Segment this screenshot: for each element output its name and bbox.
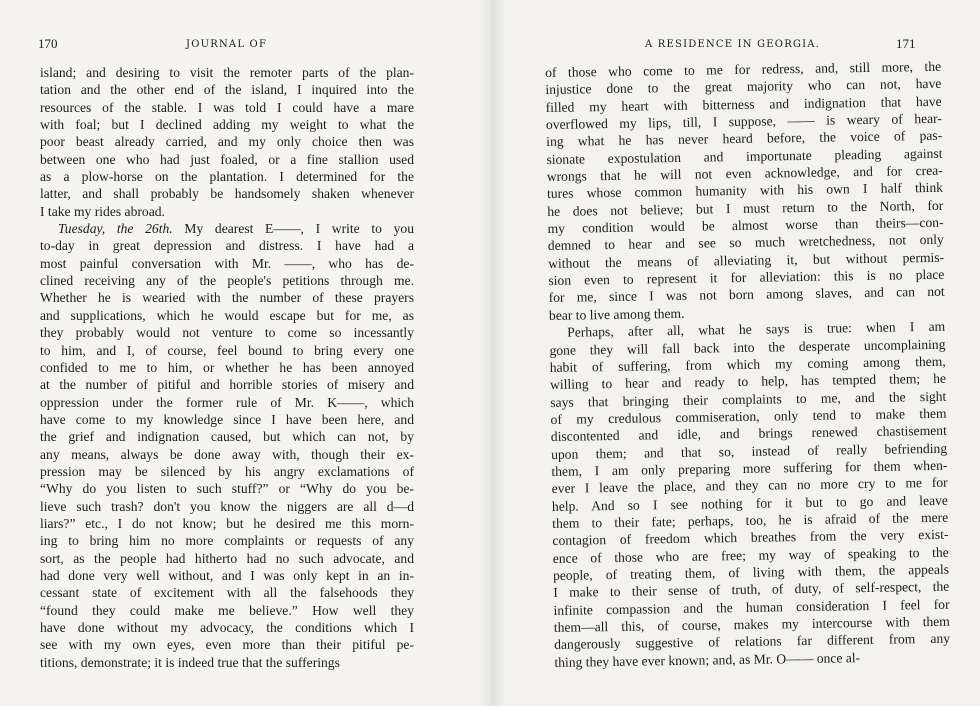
text-line: most painful conversation with Mr. ——, who has de- xyxy=(40,255,414,271)
text-line: as a plow-horse on the plantation. I determined for the xyxy=(40,169,414,185)
text-line: without the means of alleviating it, but without permis- xyxy=(548,249,945,271)
text-line: and supplications, which he would escape but for me, as xyxy=(40,307,414,323)
text-line: tation and the other end of the island, I inquired into the xyxy=(40,82,414,98)
text-line: titions, demonstrate; it is indeed true that the sufferings xyxy=(40,654,340,670)
text-line: Tuesday, the 26th. My dearest E——, I write to you xyxy=(58,221,414,237)
text-line: sion even to represent it for alleviation: this is no place xyxy=(548,266,945,289)
text-line: ence of those who are free; my way of speaking to the xyxy=(552,544,949,566)
text-line: my condition would be almost worse than theirs—con- xyxy=(547,214,944,237)
text-line: have come to my knowledge since I have been here, and xyxy=(40,411,414,427)
text-line: demned to hear and see so much wretchedness, not only xyxy=(547,232,944,254)
text-line: them to their fate; perhaps, too, he is afraid of the mere xyxy=(552,509,949,531)
text-line: tures whose common humanity with his own I half think xyxy=(546,180,944,202)
text-line: infinite compassion and the human consideration I feel for xyxy=(553,596,950,618)
text-line: resources of the stable. I was told I could have a mare xyxy=(40,99,414,115)
text-line: island; and desiring to visit the remoter parts of the plan- xyxy=(40,65,414,80)
text-line: help. And so I see nothing for it but to go and leave xyxy=(551,492,949,514)
text-line: for me, since I was not born among slaves, and can not xyxy=(548,284,945,306)
text-line: I take my rides abroad. xyxy=(40,203,165,219)
text-line: injustice done to the great majority who can not, have xyxy=(545,76,942,98)
text-line: see with my own eyes, even more than their pitiful pe- xyxy=(40,637,414,653)
right-running-head: A RESIDENCE IN GEORGIA. xyxy=(645,39,821,50)
text-line: clined receiving any of the people's petitions through me. xyxy=(40,273,414,289)
text-line: says that bringing their complaints to me, and the sight xyxy=(550,388,947,410)
text-line: to him, and I, of course, feel bound to bring every one xyxy=(40,342,414,358)
text-line: willing to hear and ready to help, has tempted them; he xyxy=(549,370,947,393)
text-line: Perhaps, after all, what he says is true: when I am xyxy=(567,318,946,340)
text-line: of my credulous commiseration, only tend to make them xyxy=(550,405,947,427)
page-gutter xyxy=(478,0,504,706)
text-line: I make to their sense of truth, of duty, of self-respect, the xyxy=(553,579,950,601)
text-line: overflowed my lips, till, I suppose, —— is weary of hear- xyxy=(545,110,943,133)
text-line: them, I am only preparing more suffering for them when- xyxy=(551,457,948,479)
text-line: latter, and shall probably be handsomely shaken whenever xyxy=(40,186,414,202)
text-line: had done very well without, and I was only kept in an in- xyxy=(40,567,414,583)
text-line: “found they could make me believe.” How well they xyxy=(40,602,414,618)
text-line: gone they will fall back into the desperate uncomplaining xyxy=(549,336,946,358)
right-page-number: 171 xyxy=(896,36,916,51)
text-line: with foal; but I declined adding my weight to what the xyxy=(40,117,414,133)
right-page xyxy=(490,0,980,706)
left-page-number: 170 xyxy=(38,36,58,51)
text-line: poor beast already carried, and my only choice then was xyxy=(40,134,414,150)
text-line: ing what he has never heard before, the voice of pas- xyxy=(546,128,943,150)
text-line: habit of suffering, from which my coming among them, xyxy=(549,353,946,375)
text-line: to-day in great depression and distress. I have had a xyxy=(40,238,414,254)
text-line: discontented and idle, and brings renewed chastisement xyxy=(550,422,947,445)
text-line: at the number of pitiful and horrible stories of misery and xyxy=(40,377,414,393)
text-line: any means, always be done away with, though their ex- xyxy=(40,446,414,462)
text-line: bear to live among them. xyxy=(548,305,685,323)
text-line: lieve such trash? don't you know the niggers are all d—d xyxy=(40,498,414,514)
text-line: people, of treating them, of living with them, the appeals xyxy=(552,561,950,583)
text-line: upon them; and that so, instead of really befriending xyxy=(551,440,948,462)
text-line: of those who come to me for redress, and, still more, the xyxy=(545,58,942,80)
text-line: the grief and indignation caused, but which can not, by xyxy=(40,429,414,445)
left-body-text xyxy=(40,64,414,671)
text-line: sort, as the people had hitherto had no such advocate, and xyxy=(40,550,414,566)
text-line: Whether he is wearied with the number of these prayers xyxy=(40,290,414,306)
text-line: liars?” etc., I do not know; but he desired me this morn- xyxy=(40,515,414,531)
text-line: have done without my advocacy, the conditions which I xyxy=(40,620,414,635)
text-line: they probably would not venture to come so incessantly xyxy=(40,325,414,341)
text-line: confided to me to him, or whether he has been annoyed xyxy=(40,359,414,375)
text-line: filled my heart with bitterness and indignation that have xyxy=(545,93,942,115)
text-line: oppression under the former rule of Mr. K——, which xyxy=(40,394,414,410)
text-line: dangerously suggestive of relations far different from any xyxy=(554,631,951,653)
text-line: contagion of freedom which breathes from the very exist- xyxy=(552,527,949,549)
text-line: them—all this, of course, makes my intercourse with them xyxy=(553,613,950,635)
right-body-text xyxy=(545,58,950,671)
text-line: he does not believe; but I must return to the North, for xyxy=(547,197,944,219)
text-line: ing to bring him no more complaints or requests of any xyxy=(40,533,414,549)
text-line: wrongs that he will not even acknowledge, and for crea- xyxy=(546,162,943,185)
text-line: between one who had just foaled, or a fine stallion used xyxy=(40,151,414,167)
text-line: thing they have ever known; and, as Mr. O—— once al- xyxy=(554,649,861,670)
text-line: ever I leave the place, and they can no more cry to me for xyxy=(551,474,948,497)
text-line: sionate expostulation and importunate pleading against xyxy=(546,145,943,167)
left-running-head: JOURNAL OF xyxy=(186,39,268,50)
text-line: “Why do you listen to such stuff?” or “Why do you be- xyxy=(40,481,414,497)
text-line: cessant state of excitement with all the falsehoods they xyxy=(40,585,414,601)
text-line: pression may be silenced by his angry exclamations of xyxy=(40,463,414,479)
